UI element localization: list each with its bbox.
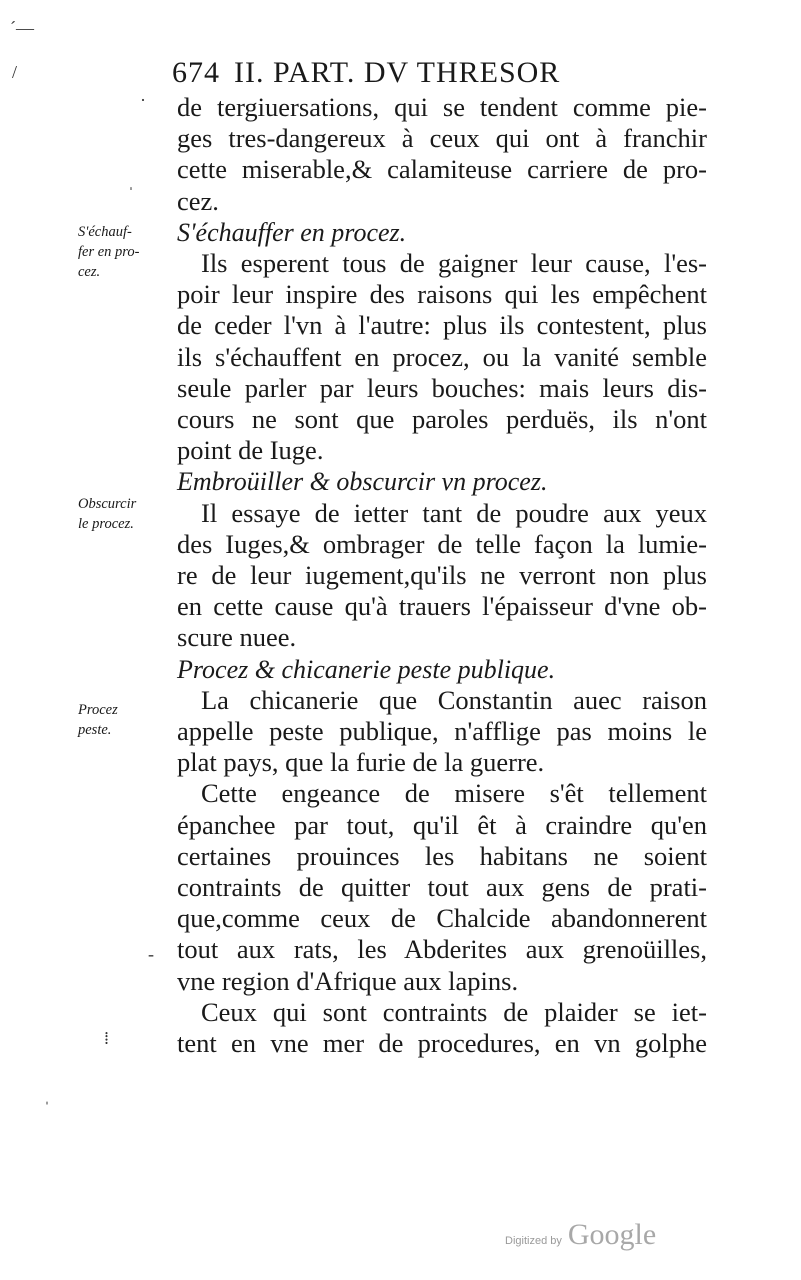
text-line: seule parler par leurs bouches: mais leurs dis- — [177, 372, 707, 403]
text-line: ges tres-dangereux à ceux qui ont à franchir — [177, 123, 707, 154]
margin-note-obscurcir — [78, 494, 173, 534]
text-line: que,comme ceux de Chalcide abandonnerent — [177, 903, 707, 934]
margin-note-echauffer — [78, 222, 173, 282]
text-line: point de Iuge. — [177, 435, 324, 466]
section-heading: Embroüiller & obscurcir vn procez. — [177, 467, 548, 497]
watermark-prefix: Digitized by — [505, 1235, 562, 1247]
margin-note-line: le procez. — [78, 516, 134, 532]
text-line: plat pays, que la furie de la guerre. — [177, 747, 545, 778]
scan-mark: ˊ— — [10, 18, 34, 38]
margin-note-line: cez. — [78, 264, 101, 280]
text-line: cez. — [177, 185, 219, 216]
text-line: de ceder l'vn à l'autre: plus ils contestent, plus — [177, 310, 707, 341]
margin-note-line: peste. — [78, 722, 112, 738]
scan-mark: · — [140, 90, 146, 110]
section-heading: S'échauffer en procez. — [177, 217, 407, 247]
text-line: poir leur inspire des raisons qui les empêchent — [177, 279, 707, 310]
text-line: des Iuges,& ombrager de telle façon la lumie- — [177, 528, 707, 559]
text-line: épanchee par tout, qu'il êt à craindre qu'en — [177, 809, 707, 840]
margin-note-peste — [78, 700, 173, 740]
text-line: appelle peste publique, n'afflige pas moins le — [177, 716, 707, 747]
running-head — [172, 56, 702, 90]
scan-mark: ˈ — [44, 1098, 50, 1118]
scan-mark: - — [148, 944, 154, 964]
margin-note-line: S'échauf- — [78, 224, 132, 240]
running-title: II. PART. DV THRESOR — [234, 56, 561, 89]
text-line: La chicanerie que Constantin auec raison — [201, 684, 707, 715]
page-number: 674 — [172, 56, 220, 89]
margin-note-line: Obscurcir — [78, 496, 137, 512]
text-line: vne region d'Afrique aux lapins. — [177, 965, 519, 996]
text-line: tout aux rats, les Abderites aux grenoüilles, — [177, 934, 707, 965]
text-line: Il essaye de ietter tant de poudre aux yeux — [201, 497, 707, 528]
scan-mark: ⁞ — [104, 1028, 110, 1048]
text-line: ils s'échauffent en procez, ou la vanité semble — [177, 341, 707, 372]
text-line: re de leur iugement,qu'ils ne verront non plus — [177, 560, 707, 591]
margin-note-line: fer en pro- — [78, 244, 140, 260]
text-line: Ceux qui sont contraints de plaider se iet- — [201, 996, 707, 1027]
text-line: contraints de quitter tout aux gens de prati- — [177, 872, 707, 903]
text-line: en cette cause qu'à trauers l'épaisseur d'vne ob- — [177, 591, 707, 622]
text-line: cette miserable,& calamiteuse carriere de pro- — [177, 154, 707, 185]
text-line: Ils esperent tous de gaigner leur cause, l'es- — [201, 248, 707, 279]
text-line: scure nuee. — [177, 622, 297, 653]
text-line: certaines prouinces les habitans ne soient — [177, 840, 707, 871]
section-heading: Procez & chicanerie peste publique. — [177, 654, 556, 684]
google-logo: Google — [567, 1218, 657, 1251]
text-line: de tergiuersations, qui se tendent comme pie- — [177, 92, 707, 122]
digitized-watermark — [505, 1218, 675, 1258]
text-line: tent en vne mer de procedures, en vn golphe — [177, 1028, 707, 1059]
body-text — [177, 92, 707, 1059]
text-line: cours ne sont que paroles perduës, ils n'ont — [177, 404, 707, 435]
scan-mark: ˌ — [128, 170, 134, 190]
scan-mark: / — [12, 62, 18, 82]
margin-note-line: Procez — [78, 702, 118, 718]
text-line: Cette engeance de misere s'êt tellement — [201, 778, 707, 809]
